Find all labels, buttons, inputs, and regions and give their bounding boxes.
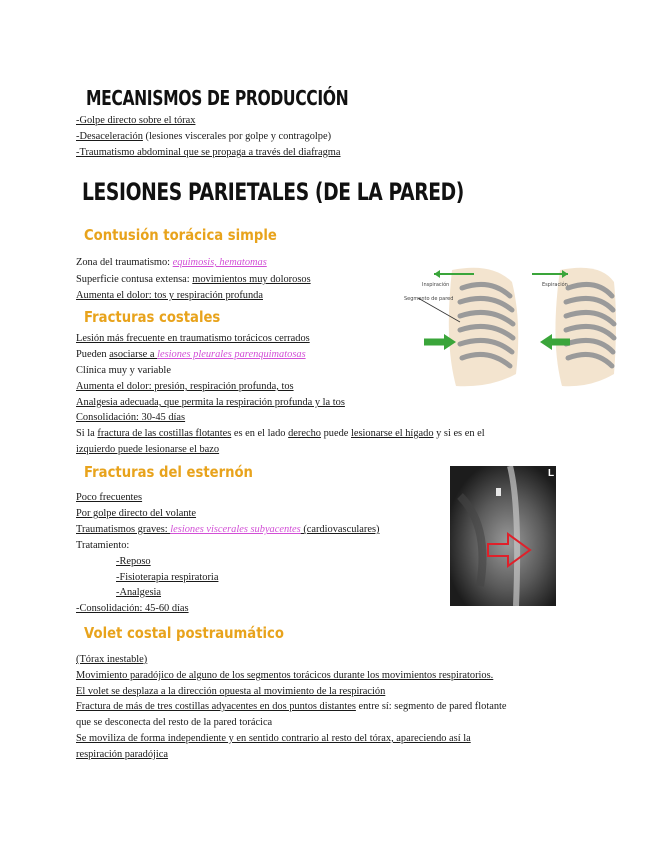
text-line xyxy=(76,428,485,440)
text-span: Zona del traumatismo: xyxy=(76,257,173,268)
text-line: Movimiento paradójico de alguno de los segmentos torácicos durante los movimientos respiratorios. xyxy=(76,670,494,681)
text-span: entre sí: segmento de pared flotante xyxy=(355,701,507,712)
list-item: -Reposo xyxy=(116,556,151,567)
text-line: respiración paradójica xyxy=(76,749,169,760)
highlight-link: equimosis, hematomas xyxy=(172,257,267,268)
text-line: Lesión más frecuente en traumatismo torácicos cerrados xyxy=(76,333,310,344)
text-span: Pueden xyxy=(76,349,110,360)
text-span: puede xyxy=(320,428,351,439)
text-line: izquierdo puede lesionarse el bazo xyxy=(76,444,220,455)
text-line: El volet se desplaza a la dirección opuesta al movimiento de la respiración xyxy=(76,686,386,697)
text-line xyxy=(76,257,267,269)
text-span: Traumatismos graves: xyxy=(76,524,171,535)
xray-image xyxy=(450,466,556,606)
list-item-text: (lesiones viscerales por golpe y contragolpe) xyxy=(142,131,332,142)
section-title-mecanismos: MECANISMOS DE PRODUCCIÓN xyxy=(86,86,349,110)
text-line: Clínica muy y variable xyxy=(76,365,171,376)
text-line xyxy=(76,701,507,713)
ribcage-figure xyxy=(400,262,618,390)
list-item: -Traumatismo abdominal que se propaga a través del diafragma xyxy=(76,147,341,158)
text-line xyxy=(76,524,379,536)
list-item: -Analgesia xyxy=(116,587,162,598)
text-span: es en el lado xyxy=(231,428,289,439)
xray-marker: L xyxy=(548,468,555,479)
text-line: Poco frecuentes xyxy=(76,492,143,503)
subsection-title-esternon: Fracturas del esternón xyxy=(84,463,253,481)
text-line xyxy=(76,274,311,286)
subsection-title-fracturas: Fracturas costales xyxy=(84,308,221,326)
text-span: fractura de las costillas flotantes xyxy=(97,428,232,439)
text-line: (Tórax inestable) xyxy=(76,654,148,665)
subsection-title-volet: Volet costal postraumático xyxy=(84,624,284,642)
list-item xyxy=(76,131,331,143)
text-span: y si es en el xyxy=(433,428,485,439)
figure-label: Segmento de pared xyxy=(404,296,454,302)
text-line: Se moviliza de forma independiente y en sentido contrario al resto del tórax, apareciendo así la xyxy=(76,733,471,744)
text-line xyxy=(76,349,306,361)
text-span: derecho xyxy=(288,428,321,439)
text-line: que se desconecta del resto de la pared torácica xyxy=(76,717,273,728)
ribcage-illustration xyxy=(400,262,618,390)
text-line: Aumenta el dolor: tos y respiración profunda xyxy=(76,290,263,301)
text-span: lesionarse el hígado xyxy=(351,428,434,439)
list-item: -Golpe directo sobre el tórax xyxy=(76,115,196,126)
list-item-text: -Desaceleración xyxy=(76,131,143,142)
figure-label: Inspiración xyxy=(422,282,450,288)
text-span: Superficie contusa extensa: xyxy=(76,274,193,285)
highlight-link: lesiones viscerales subyacentes xyxy=(170,524,301,535)
xray-illustration xyxy=(450,466,556,606)
text-line: Tratamiento: xyxy=(76,540,130,551)
text-line: -Consolidación: 45-60 días xyxy=(76,603,189,614)
text-line: Aumenta el dolor: presión, respiración profunda, tos xyxy=(76,381,294,392)
section-title-lesiones: LESIONES PARIETALES (DE LA PARED) xyxy=(82,178,464,206)
text-line: Por golpe directo del volante xyxy=(76,508,197,519)
text-span: (cardiovasculares) xyxy=(300,524,380,535)
text-span: movimientos muy dolorosos xyxy=(192,274,311,285)
text-span: Fractura de más de tres costillas adyacentes en dos puntos distantes xyxy=(76,701,356,712)
subsection-title-contusion: Contusión torácica simple xyxy=(84,226,277,244)
figure-label: Espiración xyxy=(542,282,568,288)
text-span: Si la xyxy=(76,428,98,439)
list-item: -Fisioterapia respiratoria xyxy=(116,572,219,583)
text-span: asociarse a xyxy=(109,349,158,360)
text-line: Analgesia adecuada, que permita la respiración profunda y la tos xyxy=(76,397,345,408)
highlight-link: lesiones pleurales parenquimatosas xyxy=(157,349,306,360)
text-line: Consolidación: 30-45 días xyxy=(76,412,186,423)
